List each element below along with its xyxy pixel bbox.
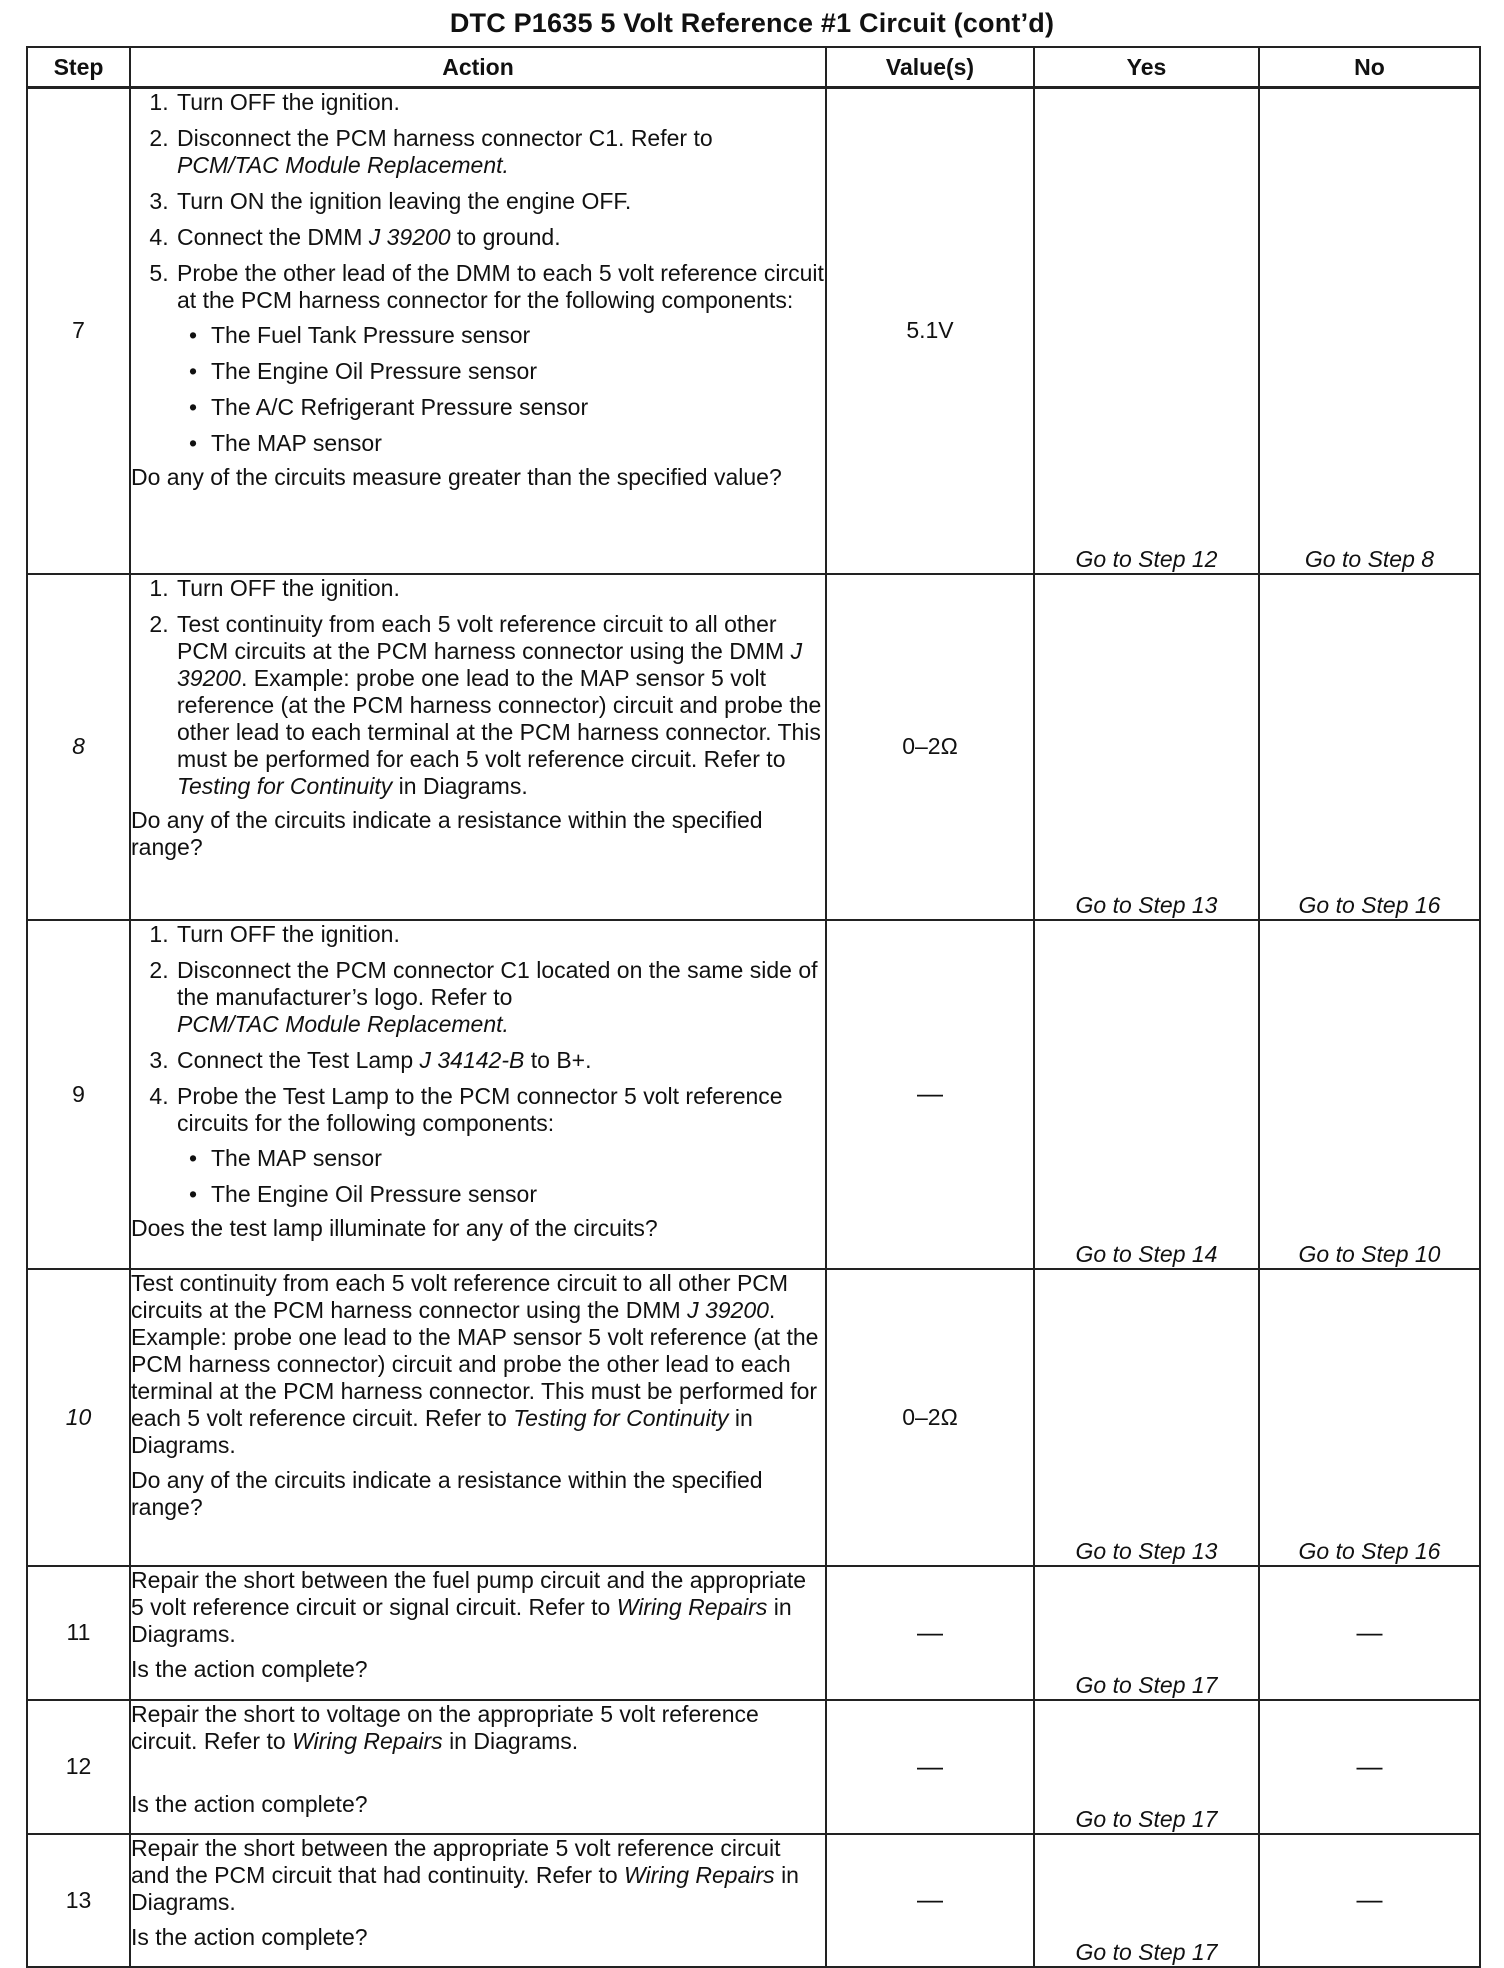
value-cell: —: [826, 1834, 1034, 1967]
no-outcome: Go to Step 10: [1259, 920, 1480, 1269]
no-outcome: Go to Step 8: [1259, 88, 1480, 574]
step-number: 10: [27, 1269, 130, 1566]
component-item: • The Engine Oil Pressure sensor: [211, 358, 825, 385]
no-outcome: Go to Step 16: [1259, 574, 1480, 920]
component-list: [177, 1145, 825, 1208]
instruction-item: 3. Connect the Test Lamp J 34142-B to B+.: [175, 1047, 825, 1074]
instruction-list: [131, 575, 825, 800]
reference-link: Testing for Continuity: [513, 1404, 729, 1431]
question-text: Is the action complete?: [131, 1790, 368, 1817]
component-item: • The MAP sensor: [211, 1145, 825, 1172]
diagnostic-table: [26, 46, 1481, 1968]
action-cell: [130, 1566, 826, 1700]
table-header-row: [27, 47, 1480, 88]
tool-number: J 39200: [368, 224, 451, 250]
table-row-step-12: [27, 1700, 1480, 1834]
component-item: • The A/C Refrigerant Pressure sensor: [211, 394, 825, 421]
instruction-item: 4. Connect the DMM J 39200 to ground.: [175, 224, 825, 251]
no-outcome: —: [1259, 1566, 1480, 1700]
instruction-item: 1. Turn OFF the ignition.: [175, 575, 825, 602]
component-item: • The MAP sensor: [211, 430, 825, 457]
instruction-list: [131, 89, 825, 457]
header-action: Action: [130, 47, 826, 88]
instruction-item: 2. Disconnect the PCM connector C1 located on the same side of the manufacturer’s logo. Refer to PCM/TAC Module Replacement.: [175, 957, 825, 1038]
tool-number: J 39200: [177, 637, 803, 691]
table-row-step-11: [27, 1566, 1480, 1700]
table-row-step-7: [27, 88, 1480, 574]
value-cell: —: [826, 920, 1034, 1269]
question-text: Do any of the circuits measure greater than the specified value?: [131, 464, 782, 490]
instruction-item: 4. Probe the Test Lamp to the PCM connector 5 volt reference circuits for the following components: • The MAP sensor • The Engine Oil Pressure sensor: [175, 1083, 825, 1208]
question-text: Does the test lamp illuminate for any of the circuits?: [131, 1214, 658, 1241]
question-text: Is the action complete?: [131, 1655, 368, 1682]
step-number: 9: [27, 920, 130, 1269]
header-yes: Yes: [1034, 47, 1259, 88]
yes-outcome: Go to Step 13: [1034, 574, 1259, 920]
no-outcome: —: [1259, 1700, 1480, 1834]
yes-outcome: Go to Step 14: [1034, 920, 1259, 1269]
reference-link: Testing for Continuity: [177, 772, 393, 799]
step-number: 13: [27, 1834, 130, 1967]
step-number: 12: [27, 1700, 130, 1834]
yes-outcome: Go to Step 17: [1034, 1700, 1259, 1834]
instruction-list: [131, 921, 825, 1208]
yes-outcome: Go to Step 17: [1034, 1834, 1259, 1967]
tool-number: J 34142-B: [419, 1046, 525, 1073]
action-cell: [130, 1700, 826, 1834]
yes-outcome: Go to Step 17: [1034, 1566, 1259, 1700]
value-cell: 5.1V: [826, 88, 1034, 574]
value-cell: 0–2Ω: [826, 574, 1034, 920]
no-outcome: —: [1259, 1834, 1480, 1967]
value-cell: —: [826, 1700, 1034, 1834]
table-row-step-10: [27, 1269, 1480, 1566]
instruction-item: 1. Turn OFF the ignition.: [175, 921, 825, 948]
value-cell: 0–2Ω: [826, 1269, 1034, 1566]
table-row-step-8: [27, 574, 1480, 920]
yes-outcome: Go to Step 12: [1034, 88, 1259, 574]
instruction-paragraph: Repair the short to voltage on the appropriate 5 volt reference circuit. Refer to Wiring Repairs in Diagrams.: [131, 1700, 759, 1754]
reference-link: PCM/TAC Module Replacement.: [177, 1010, 509, 1037]
tool-number: J 39200: [687, 1296, 769, 1323]
question-text: Do any of the circuits indicate a resistance within the specified range?: [131, 1466, 763, 1520]
reference-link: Wiring Repairs: [624, 1861, 775, 1888]
value-cell: —: [826, 1566, 1034, 1700]
step-number: 8: [27, 574, 130, 920]
step-number: 11: [27, 1566, 130, 1700]
component-item: • The Engine Oil Pressure sensor: [211, 1181, 825, 1208]
action-cell: [130, 1269, 826, 1566]
instruction-item: 5. Probe the other lead of the DMM to each 5 volt reference circuit at the PCM harness connector for the following components: • The Fuel Tank Pressure sensor • The Engine Oil Pressure sensor • The A/C Refrigerant Pressure sensor • The MAP sensor: [175, 260, 825, 457]
instruction-item: 1. Turn OFF the ignition.: [175, 89, 825, 116]
page-title: DTC P1635 5 Volt Reference #1 Circuit (cont’d): [449, 8, 1055, 38]
header-no: No: [1259, 47, 1480, 88]
yes-outcome: Go to Step 13: [1034, 1269, 1259, 1566]
question-text: Is the action complete?: [131, 1923, 368, 1950]
question-text: Do any of the circuits indicate a resistance within the specified range?: [131, 806, 763, 860]
header-value: Value(s): [826, 47, 1034, 88]
action-cell: [130, 88, 826, 574]
table-row-step-13: [27, 1834, 1480, 1967]
action-cell: [130, 1834, 826, 1967]
reference-link: Wiring Repairs: [292, 1727, 443, 1754]
component-list: [177, 322, 825, 457]
instruction-paragraph: Repair the short between the fuel pump circuit and the appropriate 5 volt reference circuit or signal circuit. Refer to Wiring Repairs in Diagrams.: [131, 1566, 807, 1647]
step-number: 7: [27, 88, 130, 574]
reference-link: Wiring Repairs: [616, 1593, 768, 1620]
table-row-step-9: [27, 920, 1480, 1269]
no-outcome: Go to Step 16: [1259, 1269, 1480, 1566]
action-cell: [130, 574, 826, 920]
instruction-item: 2. Test continuity from each 5 volt reference circuit to all other PCM circuits at the PCM harness connector using the DMM J 39200. Example: probe one lead to the MAP sensor 5 volt reference (at the PCM harness connector) circuit and probe the other lead to each terminal at the PCM harness connector. This must be performed for each 5 volt reference circuit. Refer to Testing for Continuity in Diagrams.: [175, 611, 825, 800]
reference-link: PCM/TAC Module Replacement.: [177, 152, 509, 178]
instruction-item: 2. Disconnect the PCM harness connector C1. Refer to PCM/TAC Module Replacement.: [175, 125, 825, 179]
component-item: • The Fuel Tank Pressure sensor: [211, 322, 825, 349]
instruction-item: 3. Turn ON the ignition leaving the engine OFF.: [175, 188, 825, 215]
instruction-paragraph: Test continuity from each 5 volt reference circuit to all other PCM circuits at the PCM harness connector using the DMM J 39200. Example: probe one lead to the MAP sensor 5 volt reference (at the PCM harness connector) circuit and probe the other lead to each terminal at the PCM harness connector. This must be performed for each 5 volt reference circuit. Refer to Testing for Continuity in Diagrams.: [131, 1269, 819, 1458]
action-cell: [130, 920, 826, 1269]
instruction-paragraph: Repair the short between the appropriate 5 volt reference circuit and the PCM circuit that had continuity. Refer to Wiring Repairs in Diagrams.: [131, 1834, 799, 1915]
header-step: Step: [27, 47, 130, 88]
